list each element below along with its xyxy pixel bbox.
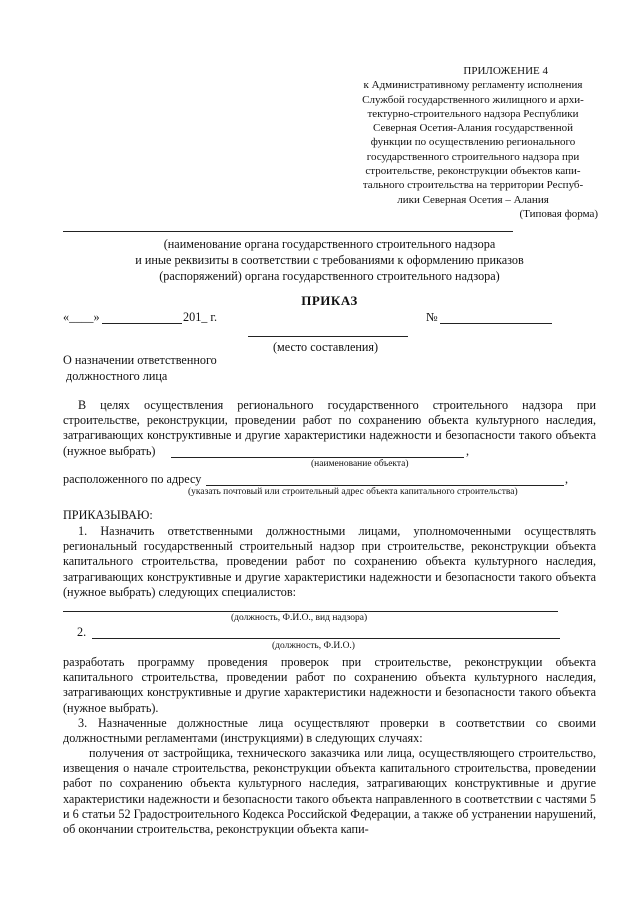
position-caption-1: (должность, Ф.И.О., вид надзора) — [231, 613, 368, 623]
address-comma: , — [565, 472, 569, 486]
appendix-line: тального строительства на территории Респуб- — [362, 179, 584, 192]
appendix-line: Службой государственного жилищного и архи- — [362, 93, 584, 106]
orders-heading: ПРИКАЗЫВАЮ: — [63, 508, 153, 522]
program-paragraph: разработать программу проведения проверок при строительстве, реконструкции объекта капитального строительства, проведении работ по сохранению объекта культурного наследия, затрагивающих конструктивные и другие характеристики надежности и безопасности такого объекта (нужное выбрать). — [63, 655, 596, 715]
authority-caption — [63, 236, 596, 284]
order-title: ПРИКАЗ — [301, 293, 358, 308]
authority-name-line — [63, 231, 513, 232]
address-caption: (указать почтовый или строительный адрес объекта капитального строительства) — [188, 487, 518, 497]
item-3: 3. Назначенные должностные лица осуществляют проверки в соответствии со своими должностными регламентами (инструкциями) в следующих случаях: — [63, 716, 596, 746]
item-2-number: 2. — [77, 625, 87, 639]
object-comma: , — [466, 444, 470, 458]
authority-caption-line: и иные реквизиты в соответствии с требованиями к оформлению приказов — [135, 253, 524, 267]
order-date-year: 201_ г. — [183, 310, 218, 324]
subject-line: О назначении ответственного — [63, 353, 217, 367]
appendix-line: тектурно-строительного надзора Республики — [367, 107, 579, 120]
appendix-line: лики Северная Осетия – Алания — [397, 193, 549, 206]
order-number-label: № — [426, 310, 438, 324]
appendix-line: к Административному регламенту исполнения — [363, 79, 583, 92]
order-number-line — [440, 323, 552, 324]
intro-paragraph — [63, 398, 596, 459]
address-line — [206, 485, 564, 486]
subject-line: должностного лица — [63, 369, 168, 383]
place-caption: (место составления) — [273, 340, 379, 354]
intro-text: В целях осуществления регионального государственного строительного надзора при строительстве, реконструкции, проведении работ по сохранению объекта культурного наследия, затрагивающих конструктивные и другие характеристики надежности и безопасности такого объекта (нужное выбрать) — [63, 398, 596, 458]
position-line-1 — [63, 611, 558, 612]
place-line — [248, 336, 408, 337]
case-1: получения от застройщика, технического заказчика или лица, осуществляющего строительство, извещения о начале строительства, реконструкции объекта капитального строительства, проведении работ по сохранению объекта культурного наследия, затрагивающих конструктивные и другие характеристики надежности и безопасности такого объекта направленного в соответствии с частями 5 и 6 статьи 52 Градостроительного Кодекса Российской Федерации, а также об устранении нарушений, об окончании строительства, реконструкции объекта капи- — [63, 746, 596, 837]
order-date-open: «____» — [63, 310, 100, 324]
position-caption-2: (должность, Ф.И.О.) — [272, 641, 355, 651]
appendix-block — [348, 64, 598, 221]
item-1: 1. Назначить ответственными должностными лицами, уполномоченными осуществлять региональный государственный строительный надзор при строительстве, реконструкции объекта капитального строительства, проведении работ по сохранению объекта культурного наследия, затрагивающих конструктивные и другие характеристики надежности и безопасности такого объекта (нужное выбрать) следующих специалистов: — [63, 524, 596, 599]
appendix-line: Северная Осетия-Алания государственной — [373, 122, 573, 135]
authority-caption-line: (распоряжений) органа государственного строительного надзора) — [159, 269, 500, 283]
object-caption: (наименование объекта) — [311, 459, 409, 469]
order-subject — [63, 352, 217, 384]
position-line-2 — [92, 638, 560, 639]
appendix-heading: ПРИЛОЖЕНИЕ 4 — [463, 65, 548, 77]
order-date-line — [102, 323, 182, 324]
address-label: расположенного по адресу — [63, 472, 202, 486]
appendix-line: государственного строительного надзора при — [366, 150, 580, 163]
authority-caption-line: (наименование органа государственного строительного надзора — [163, 237, 496, 251]
appendix-line: функции по осуществлению регионального — [370, 136, 576, 149]
object-name-line — [171, 457, 464, 458]
form-type-label: (Типовая форма) — [519, 207, 598, 220]
appendix-line: строительстве, реконструкции объектов капи- — [365, 165, 581, 178]
